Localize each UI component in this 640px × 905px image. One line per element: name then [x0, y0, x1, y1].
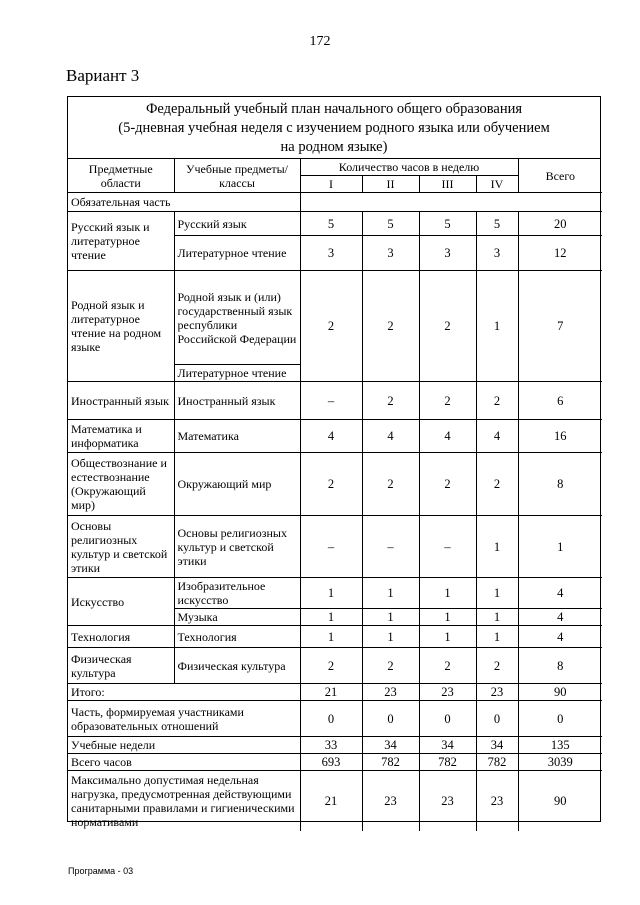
hours-label: Всего часов: [68, 754, 300, 771]
title-line-3: на родном языке): [280, 139, 388, 155]
cell: –: [362, 516, 419, 578]
cell: 90: [518, 684, 602, 701]
cell: 1: [518, 516, 602, 578]
mandatory-label: Обязательная часть: [68, 193, 300, 212]
cell: 3: [476, 236, 518, 271]
table-row: [68, 578, 602, 609]
itogo-label: Итого:: [68, 684, 300, 701]
mandatory-row: [68, 193, 602, 212]
cell: 1: [419, 609, 476, 626]
cell: 1: [476, 516, 518, 578]
cell: 34: [362, 737, 419, 754]
cell: 1: [476, 578, 518, 609]
cell: 23: [419, 684, 476, 701]
cell: 34: [419, 737, 476, 754]
cell: 1: [362, 626, 419, 648]
table-row: [68, 754, 602, 771]
cell: 4: [476, 420, 518, 453]
cell: 782: [419, 754, 476, 771]
header-row: [68, 159, 602, 176]
table-row: [68, 453, 602, 516]
cell: 23: [362, 771, 419, 831]
variant-heading: Вариант 3: [66, 66, 140, 85]
cell: 2: [362, 382, 419, 420]
header-areas: Предметные области: [68, 159, 174, 193]
cell: 5: [476, 212, 518, 236]
grade-2: II: [362, 176, 419, 193]
area-world: Обществознание и естествознание (Окружающий мир): [68, 453, 174, 516]
table-row: [68, 271, 602, 365]
cell: 23: [476, 771, 518, 831]
curriculum-table: [68, 159, 602, 831]
cell: 2: [476, 382, 518, 420]
cell: 7: [518, 271, 602, 382]
cell: 5: [362, 212, 419, 236]
cell: 23: [362, 684, 419, 701]
table-row: [68, 382, 602, 420]
cell: 23: [419, 771, 476, 831]
cell: 2: [476, 453, 518, 516]
subject-math: Математика: [174, 420, 300, 453]
area-religion: Основы религиозных культур и светской этики: [68, 516, 174, 578]
cell: 8: [518, 453, 602, 516]
cell: 782: [362, 754, 419, 771]
cell: 2: [419, 648, 476, 684]
subject-foreign: Иностранный язык: [174, 382, 300, 420]
table-row: [68, 420, 602, 453]
cell: 21: [300, 771, 362, 831]
table-row: [68, 626, 602, 648]
table-title: [68, 97, 600, 159]
subject-literary: Литературное чтение: [174, 236, 300, 271]
curriculum-table-frame: [67, 96, 601, 829]
cell: 693: [300, 754, 362, 771]
cell: 2: [419, 382, 476, 420]
table-row: [68, 737, 602, 754]
cell: 4: [518, 609, 602, 626]
cell: 1: [476, 609, 518, 626]
cell: 1: [419, 578, 476, 609]
cell: 135: [518, 737, 602, 754]
cell: 3039: [518, 754, 602, 771]
area-tech: Технология: [68, 626, 174, 648]
cell: 5: [300, 212, 362, 236]
table-row: [68, 771, 602, 831]
cell: 2: [300, 453, 362, 516]
subject-art: Изобразительное искусство: [174, 578, 300, 609]
title-line-2: (5-дневная учебная неделя с изучением родного языка или обучением: [118, 120, 550, 136]
part-label: Часть, формируемая участниками образовательных отношений: [68, 701, 300, 737]
cell: 2: [419, 271, 476, 382]
table-row: [68, 212, 602, 236]
cell: 33: [300, 737, 362, 754]
cell: 1: [300, 626, 362, 648]
subject-pe: Физическая культура: [174, 648, 300, 684]
area-native: Родной язык и литературное чтение на родном языке: [68, 271, 174, 382]
subject-religion: Основы религиозных культур и светской этики: [174, 516, 300, 578]
cell: 2: [419, 453, 476, 516]
table-row: [68, 684, 602, 701]
cell: 20: [518, 212, 602, 236]
cell: 1: [476, 626, 518, 648]
cell: 1: [300, 578, 362, 609]
area-foreign: Иностранный язык: [68, 382, 174, 420]
cell: 0: [300, 701, 362, 737]
cell: 4: [419, 420, 476, 453]
subject-native-literary: Литературное чтение: [174, 365, 300, 382]
cell: 34: [476, 737, 518, 754]
area-russian: Русский язык и литературное чтение: [68, 212, 174, 271]
subject-russian: Русский язык: [174, 212, 300, 236]
cell: 4: [518, 578, 602, 609]
cell: 21: [300, 684, 362, 701]
cell: 90: [518, 771, 602, 831]
cell: 2: [362, 453, 419, 516]
cell: 2: [362, 271, 419, 382]
cell: 1: [362, 578, 419, 609]
title-line-1: Федеральный учебный план начального общего образования: [145, 101, 523, 117]
max-label: Максимально допустимая недельная нагрузка, предусмотренная действующими санитарными правилами и гигиеническими нормативами: [68, 771, 300, 831]
cell: 0: [419, 701, 476, 737]
footer-program-code: Программа - 03: [68, 866, 134, 876]
header-total: Всего: [518, 159, 602, 193]
cell: 3: [419, 236, 476, 271]
area-math: Математика и информатика: [68, 420, 174, 453]
cell: 16: [518, 420, 602, 453]
cell: 4: [300, 420, 362, 453]
cell: 3: [300, 236, 362, 271]
cell: 3: [362, 236, 419, 271]
cell: 23: [476, 684, 518, 701]
subject-tech: Технология: [174, 626, 300, 648]
cell: 0: [476, 701, 518, 737]
area-pe: Физическая культура: [68, 648, 174, 684]
cell: –: [300, 382, 362, 420]
cell: 4: [362, 420, 419, 453]
grade-4: IV: [476, 176, 518, 193]
subject-music: Музыка: [174, 609, 300, 626]
table-row: [68, 648, 602, 684]
cell: 4: [518, 626, 602, 648]
cell: 782: [476, 754, 518, 771]
header-subjects: Учебные предметы/ классы: [174, 159, 300, 193]
grade-1: I: [300, 176, 362, 193]
cell: 8: [518, 648, 602, 684]
cell: 1: [362, 609, 419, 626]
cell: 1: [300, 609, 362, 626]
cell: 1: [419, 626, 476, 648]
subject-world: Окружающий мир: [174, 453, 300, 516]
subject-native: Родной язык и (или) государственный язык республики Российской Федерации: [174, 271, 300, 365]
table-row: [68, 516, 602, 578]
page-number: 172: [309, 34, 331, 49]
cell: 12: [518, 236, 602, 271]
grade-3: III: [419, 176, 476, 193]
cell: 2: [300, 648, 362, 684]
cell: 0: [518, 701, 602, 737]
area-art: Искусство: [68, 578, 174, 626]
cell: 5: [419, 212, 476, 236]
cell: 2: [300, 271, 362, 382]
table-row: [68, 701, 602, 737]
weeks-label: Учебные недели: [68, 737, 300, 754]
cell: 2: [362, 648, 419, 684]
cell: 0: [362, 701, 419, 737]
header-hours: Количество часов в неделю: [300, 159, 518, 176]
cell: –: [419, 516, 476, 578]
cell: –: [300, 516, 362, 578]
cell: 2: [476, 648, 518, 684]
cell: 6: [518, 382, 602, 420]
cell: 1: [476, 271, 518, 382]
